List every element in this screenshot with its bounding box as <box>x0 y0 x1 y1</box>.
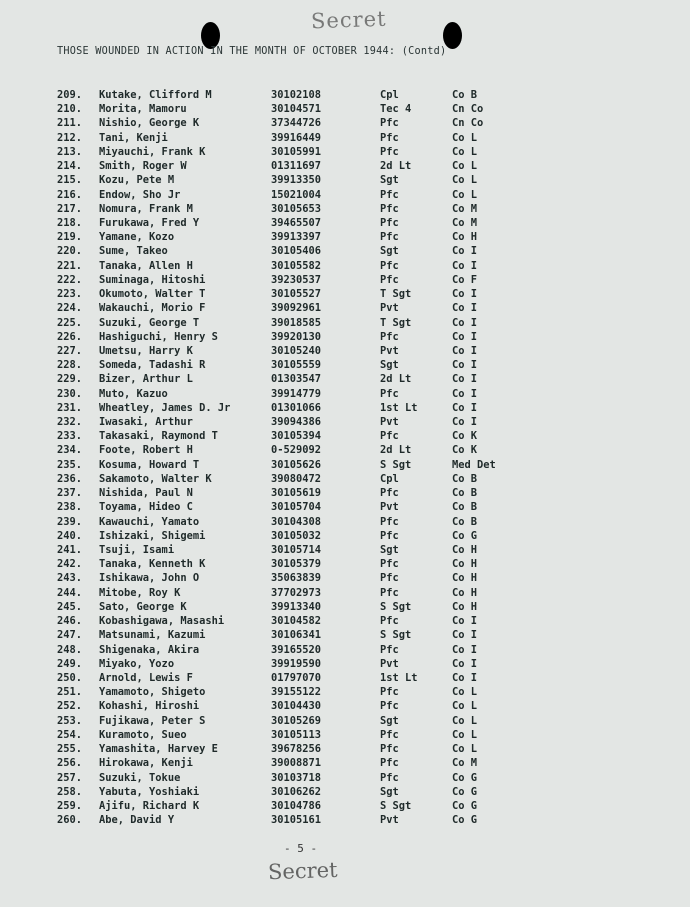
unit: Co H <box>452 231 478 244</box>
soldier-name: Sakamoto, Walter K <box>99 472 212 485</box>
serial-number: 39092961 <box>271 302 322 315</box>
unit: Co L <box>452 174 478 187</box>
soldier-name: Ishizaki, Shigemi <box>99 529 206 542</box>
rank: Pfc <box>380 216 399 229</box>
serial-number: 30106262 <box>271 785 322 798</box>
entry-number: 253. <box>56 714 82 727</box>
entry-number: 214. <box>56 160 82 173</box>
serial-number: 30103718 <box>271 771 322 784</box>
rank: Sgt <box>380 544 399 556</box>
unit: Co I <box>452 671 478 684</box>
soldier-name: Kobashigawa, Masashi <box>99 615 225 628</box>
soldier-name: Nomura, Frank M <box>99 202 193 215</box>
unit: Co G <box>452 799 478 812</box>
soldier-name: Matsunami, Kazumi <box>99 629 206 642</box>
rank: Pfc <box>380 202 399 215</box>
entry-number: 223. <box>56 288 82 301</box>
rank: Pfc <box>380 700 399 713</box>
serial-number: 01301066 <box>271 401 322 414</box>
entry-number: 255. <box>56 743 82 756</box>
serial-number: 39678256 <box>271 743 322 756</box>
unit: Co K <box>452 430 478 443</box>
rank: T Sgt <box>380 316 412 329</box>
entry-number: 248. <box>56 643 82 656</box>
unit: Cn Co <box>452 103 484 116</box>
serial-number: 30105626 <box>271 458 322 471</box>
unit: Co B <box>452 515 478 528</box>
unit: Co M <box>452 757 478 770</box>
soldier-name: Iwasaki, Arthur <box>99 416 193 429</box>
unit: Co H <box>452 544 478 556</box>
entry-number: 234. <box>56 444 82 457</box>
secret-stamp-bottom: Secret <box>267 857 338 885</box>
unit: Co L <box>452 728 478 741</box>
entry-number: 260. <box>56 814 82 827</box>
rank: Pfc <box>380 572 399 585</box>
rank: Pvt <box>380 501 399 514</box>
rank: Cpl <box>380 89 399 101</box>
unit: Co L <box>452 686 478 699</box>
unit: Cn Co <box>452 117 484 130</box>
rank: 1st Lt <box>380 401 418 414</box>
entry-number: 251. <box>56 686 82 699</box>
rank: Pfc <box>380 743 399 756</box>
unit: Co I <box>452 657 478 670</box>
serial-number: 39920130 <box>271 330 322 343</box>
rank: S Sgt <box>380 629 412 642</box>
rank: S Sgt <box>380 458 412 471</box>
unit: Co B <box>452 89 478 101</box>
serial-number: 37702973 <box>271 586 322 599</box>
serial-number: 30105527 <box>271 288 322 301</box>
rank: 1st Lt <box>380 671 418 684</box>
unit: Co L <box>452 131 478 144</box>
entry-number: 246. <box>56 615 82 628</box>
soldier-name: Miyauchi, Frank K <box>99 145 206 158</box>
rank: Pvt <box>380 302 399 315</box>
soldier-name: Umetsu, Harry K <box>99 344 193 357</box>
unit: Med Det <box>452 458 496 471</box>
soldier-name: Yamamoto, Shigeto <box>99 686 206 699</box>
serial-number: 30105582 <box>271 259 322 272</box>
unit: Co I <box>452 302 478 315</box>
unit: Co L <box>452 188 478 201</box>
serial-number: 30104308 <box>271 515 322 528</box>
unit: Co I <box>452 259 478 272</box>
unit: Co I <box>452 245 478 258</box>
entry-number: 242. <box>56 558 82 571</box>
unit: Co L <box>452 145 478 158</box>
entry-number: 210. <box>56 103 82 116</box>
rank: Pfc <box>380 771 399 784</box>
serial-number: 30105704 <box>271 501 322 514</box>
unit: Co B <box>452 487 478 500</box>
entry-number: 250. <box>56 671 82 684</box>
serial-number: 39919590 <box>271 657 322 670</box>
unit: Co K <box>452 444 478 457</box>
soldier-name: Takasaki, Raymond T <box>99 430 218 443</box>
entry-number: 245. <box>56 600 82 613</box>
unit: Co I <box>452 615 478 628</box>
rank: Pfc <box>380 757 399 770</box>
unit: Co B <box>452 472 478 485</box>
entry-number: 257. <box>56 771 82 784</box>
unit: Co L <box>452 743 478 756</box>
serial-number: 39914779 <box>271 387 322 400</box>
entry-number: 211. <box>56 117 82 130</box>
rank: 2d Lt <box>380 444 412 457</box>
entry-number: 221. <box>56 259 82 272</box>
soldier-name: Nishida, Paul N <box>99 487 193 500</box>
unit: Co H <box>452 572 478 585</box>
unit: Co I <box>452 373 478 386</box>
serial-number: 39913350 <box>271 174 322 187</box>
rank: Pfc <box>380 188 399 201</box>
entry-number: 233. <box>56 430 82 443</box>
entry-number: 218. <box>56 216 82 229</box>
entry-number: 241. <box>56 544 82 556</box>
unit: Co I <box>452 629 478 642</box>
entry-number: 256. <box>56 757 82 770</box>
soldier-name: Suzuki, George T <box>99 316 200 329</box>
unit: Co F <box>452 273 478 286</box>
entry-number: 247. <box>56 629 82 642</box>
unit: Co G <box>452 785 478 798</box>
unit: Co G <box>452 814 478 827</box>
entry-number: 259. <box>56 799 82 812</box>
serial-number: 39165520 <box>271 643 322 656</box>
rank: Pfc <box>380 686 399 699</box>
serial-number: 39080472 <box>271 472 322 485</box>
entry-number: 217. <box>56 202 82 215</box>
soldier-name: Hashiguchi, Henry S <box>99 330 218 343</box>
rank: Pfc <box>380 145 399 158</box>
unit: Co B <box>452 501 478 514</box>
soldier-name: Bizer, Arthur L <box>99 373 193 386</box>
rank: S Sgt <box>380 799 412 812</box>
rank: Pfc <box>380 728 399 741</box>
entry-number: 238. <box>56 501 82 514</box>
entry-number: 252. <box>56 700 82 713</box>
unit: Co G <box>452 529 478 542</box>
serial-number: 30105714 <box>271 544 322 556</box>
rank: Cpl <box>380 472 399 485</box>
soldier-name: Toyama, Hideo C <box>99 501 193 514</box>
unit: Co I <box>452 330 478 343</box>
serial-number: 30104582 <box>271 615 322 628</box>
entry-number: 224. <box>56 302 82 315</box>
rank: Pfc <box>380 273 399 286</box>
serial-number: 30104786 <box>271 799 322 812</box>
entry-number: 227. <box>56 344 82 357</box>
unit: Co H <box>452 600 478 613</box>
unit: Co I <box>452 288 478 301</box>
rank: Pvt <box>380 416 399 429</box>
serial-number: 15021004 <box>271 188 322 201</box>
entry-number: 213. <box>56 145 82 158</box>
rank: 2d Lt <box>380 160 412 173</box>
unit: Co L <box>452 700 478 713</box>
rank: Pfc <box>380 558 399 571</box>
rank: Pvt <box>380 344 399 357</box>
soldier-name: Suminaga, Hitoshi <box>99 273 206 286</box>
soldier-name: Ishikawa, John O <box>99 572 200 585</box>
soldier-name: Morita, Mamoru <box>99 103 187 116</box>
unit: Co I <box>452 344 478 357</box>
serial-number: 39913340 <box>271 600 322 613</box>
unit: Co I <box>452 416 478 429</box>
rank: T Sgt <box>380 288 412 301</box>
serial-number: 39230537 <box>271 273 322 286</box>
soldier-name: Tanaka, Kenneth K <box>99 558 206 571</box>
rank: Tec 4 <box>380 103 412 116</box>
soldier-name: Tsuji, Isami <box>99 544 175 556</box>
rank: Pfc <box>380 529 399 542</box>
rank: Pfc <box>380 231 399 244</box>
entry-number: 220. <box>56 245 82 258</box>
entry-number: 229. <box>56 373 82 386</box>
rank: Pvt <box>380 814 399 827</box>
rank: Sgt <box>380 359 399 372</box>
rank: Pfc <box>380 387 399 400</box>
entry-number: 254. <box>56 728 82 741</box>
rank: Sgt <box>380 245 399 258</box>
soldier-name: Yamane, Kozo <box>99 231 175 244</box>
entry-number: 235. <box>56 458 82 471</box>
serial-number: 30105653 <box>271 202 322 215</box>
unit: Co I <box>452 316 478 329</box>
serial-number: 30105240 <box>271 344 322 357</box>
soldier-name: Muto, Kazuo <box>99 387 168 400</box>
punch-hole-left <box>201 22 220 49</box>
serial-number: 30105394 <box>271 430 322 443</box>
rank: 2d Lt <box>380 373 412 386</box>
unit: Co I <box>452 387 478 400</box>
entry-number: 228. <box>56 359 82 372</box>
unit: Co G <box>452 771 478 784</box>
entry-number: 215. <box>56 174 82 187</box>
serial-number: 39155122 <box>271 686 322 699</box>
serial-number: 39465507 <box>271 216 322 229</box>
serial-number: 30105619 <box>271 487 322 500</box>
soldier-name: Ajifu, Richard K <box>99 799 200 812</box>
soldier-name: Kutake, Clifford M <box>99 89 212 101</box>
soldier-name: Shigenaka, Akira <box>99 643 200 656</box>
soldier-name: Wheatley, James D. Jr <box>99 401 231 414</box>
serial-number: 30104430 <box>271 700 322 713</box>
serial-number: 01797070 <box>271 671 322 684</box>
serial-number: 0-529092 <box>271 444 322 457</box>
list-heading: THOSE WOUNDED IN ACTION IN THE MONTH OF OCTOBER 1944: (Contd) <box>57 46 447 57</box>
entry-number: 249. <box>56 657 82 670</box>
rank: Pvt <box>380 657 399 670</box>
unit: Co M <box>452 202 478 215</box>
rank: Pfc <box>380 643 399 656</box>
soldier-name: Nishio, George K <box>99 117 200 130</box>
soldier-name: Smith, Roger W <box>99 160 187 173</box>
rank: Pfc <box>380 515 399 528</box>
rank: Sgt <box>380 714 399 727</box>
rank: Pfc <box>380 131 399 144</box>
soldier-name: Okumoto, Walter T <box>99 288 206 301</box>
unit: Co L <box>452 714 478 727</box>
soldier-name: Tani, Kenji <box>99 131 168 144</box>
serial-number: 30105032 <box>271 529 322 542</box>
soldier-name: Endow, Sho Jr <box>99 188 181 201</box>
unit: Co I <box>452 643 478 656</box>
rank: S Sgt <box>380 600 412 613</box>
unit: Co L <box>452 160 478 173</box>
soldier-name: Foote, Robert H <box>99 444 193 457</box>
soldier-name: Wakauchi, Morio F <box>99 302 206 315</box>
soldier-name: Fujikawa, Peter S <box>99 714 206 727</box>
soldier-name: Kohashi, Hiroshi <box>99 700 200 713</box>
soldier-name: Sato, George K <box>99 600 187 613</box>
rank: Pfc <box>380 615 399 628</box>
serial-number: 39018585 <box>271 316 322 329</box>
unit: Co H <box>452 586 478 599</box>
entry-number: 258. <box>56 785 82 798</box>
soldier-name: Kozu, Pete M <box>99 174 175 187</box>
rank: Pfc <box>380 487 399 500</box>
serial-number: 30105559 <box>271 359 322 372</box>
page-number: - 5 - <box>284 842 318 855</box>
rank: Pfc <box>380 586 399 599</box>
serial-number: 30105379 <box>271 558 322 571</box>
serial-number: 30105161 <box>271 814 322 827</box>
serial-number: 30105406 <box>271 245 322 258</box>
serial-number: 37344726 <box>271 117 322 130</box>
unit: Co M <box>452 216 478 229</box>
entry-number: 225. <box>56 316 82 329</box>
rank: Pfc <box>380 330 399 343</box>
entry-number: 216. <box>56 188 82 201</box>
soldier-name: Furukawa, Fred Y <box>99 216 200 229</box>
rank: Sgt <box>380 785 399 798</box>
entry-number: 239. <box>56 515 82 528</box>
rank: Pfc <box>380 430 399 443</box>
serial-number: 39094386 <box>271 416 322 429</box>
serial-number: 35063839 <box>271 572 322 585</box>
rank: Pfc <box>380 117 399 130</box>
soldier-name: Mitobe, Roy K <box>99 586 181 599</box>
soldier-name: Yamashita, Harvey E <box>99 743 218 756</box>
serial-number: 01303547 <box>271 373 322 386</box>
rank: Sgt <box>380 174 399 187</box>
serial-number: 39916449 <box>271 131 322 144</box>
serial-number: 01311697 <box>271 160 322 173</box>
serial-number: 30102108 <box>271 89 322 101</box>
entry-number: 232. <box>56 416 82 429</box>
entry-number: 236. <box>56 472 82 485</box>
soldier-name: Tanaka, Allen H <box>99 259 193 272</box>
soldier-name: Yabuta, Yoshiaki <box>99 785 200 798</box>
entry-number: 244. <box>56 586 82 599</box>
soldier-name: Suzuki, Tokue <box>99 771 181 784</box>
serial-number: 39008871 <box>271 757 322 770</box>
serial-number: 30106341 <box>271 629 322 642</box>
serial-number: 30105269 <box>271 714 322 727</box>
serial-number: 30104571 <box>271 103 322 116</box>
entry-number: 226. <box>56 330 82 343</box>
soldier-name: Arnold, Lewis F <box>99 671 193 684</box>
soldier-name: Sume, Takeo <box>99 245 168 258</box>
soldier-name: Kawauchi, Yamato <box>99 515 200 528</box>
serial-number: 30105113 <box>271 728 322 741</box>
entry-number: 212. <box>56 131 82 144</box>
soldier-name: Hirokawa, Kenji <box>99 757 193 770</box>
entry-number: 230. <box>56 387 82 400</box>
entry-number: 237. <box>56 487 82 500</box>
soldier-name: Kosuma, Howard T <box>99 458 200 471</box>
unit: Co I <box>452 401 478 414</box>
entry-number: 243. <box>56 572 82 585</box>
soldier-name: Someda, Tadashi R <box>99 359 206 372</box>
entry-number: 231. <box>56 401 82 414</box>
entry-number: 209. <box>56 89 82 101</box>
soldier-name: Kuramoto, Sueo <box>99 728 187 741</box>
serial-number: 30105991 <box>271 145 322 158</box>
entry-number: 219. <box>56 231 82 244</box>
rank: Pfc <box>380 259 399 272</box>
punch-hole-right <box>443 22 462 49</box>
serial-number: 39913397 <box>271 231 322 244</box>
unit: Co H <box>452 558 478 571</box>
unit: Co I <box>452 359 478 372</box>
secret-stamp-top: Secret <box>310 6 387 34</box>
entry-number: 240. <box>56 529 82 542</box>
soldier-name: Abe, David Y <box>99 814 175 827</box>
entry-number: 222. <box>56 273 82 286</box>
soldier-name: Miyako, Yozo <box>99 657 175 670</box>
